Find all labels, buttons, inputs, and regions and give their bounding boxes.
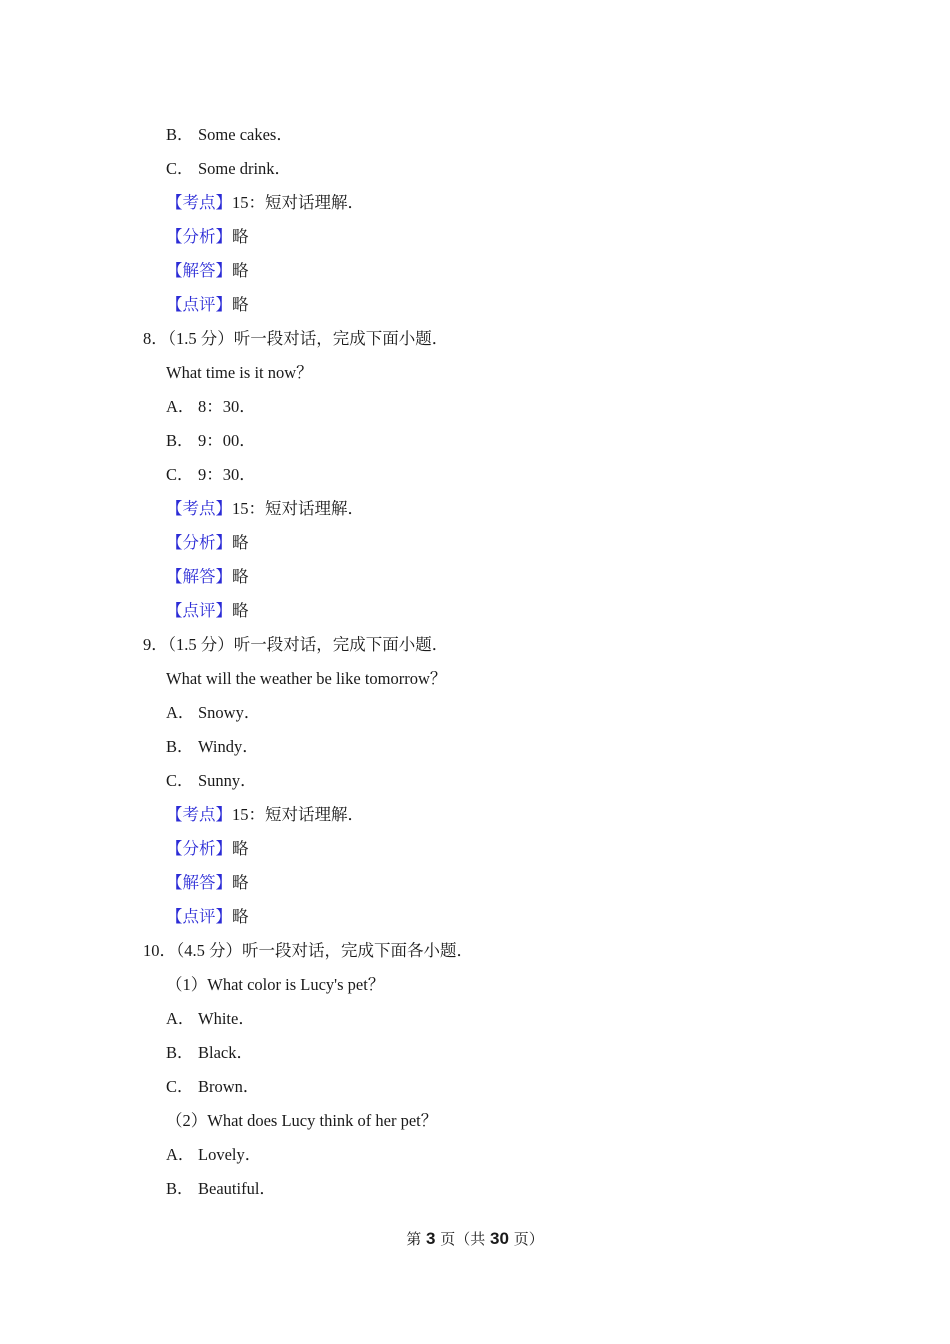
option-letter: A． — [166, 1145, 195, 1164]
question-heading: 10．（4.5 分）听一段对话，完成下面各小题． — [143, 941, 473, 960]
note-tag: 【考点】 — [166, 193, 232, 212]
option-letter: B． — [166, 1179, 194, 1198]
note-text: 15：短对话理解． — [232, 193, 364, 212]
option-line — [0, 1036, 950, 1070]
option-text: 8：30． — [198, 397, 256, 416]
option-line — [0, 1138, 950, 1172]
option-text: Black． — [198, 1043, 253, 1062]
page-number: 3 — [426, 1229, 436, 1248]
option-line — [0, 424, 950, 458]
note-text: 略 — [232, 567, 249, 586]
option-text: Windy． — [198, 737, 259, 756]
question-stem: What will the weather be like tomorrow？ — [166, 669, 447, 688]
note-text: 15：短对话理解． — [232, 805, 364, 824]
note-text: 略 — [232, 533, 249, 552]
option-letter: B． — [166, 737, 194, 756]
note-line — [0, 900, 950, 934]
option-letter: A． — [166, 703, 195, 722]
question-stem: （2）What does Lucy think of her pet？ — [166, 1111, 438, 1130]
option-text: Sunny． — [198, 771, 257, 790]
option-line — [0, 118, 950, 152]
footer-suffix: 页） — [508, 1230, 544, 1248]
note-tag: 【点评】 — [166, 601, 232, 620]
note-tag: 【考点】 — [166, 499, 232, 518]
option-line — [0, 764, 950, 798]
note-text: 略 — [232, 601, 249, 620]
note-tag: 【解答】 — [166, 567, 232, 586]
option-line — [0, 458, 950, 492]
note-line — [0, 594, 950, 628]
note-tag: 【点评】 — [166, 295, 232, 314]
note-text: 略 — [232, 227, 249, 246]
footer-middle: 页（共 — [435, 1230, 491, 1248]
note-line — [0, 798, 950, 832]
note-line — [0, 288, 950, 322]
total-pages: 30 — [490, 1229, 509, 1248]
option-letter: B． — [166, 1043, 194, 1062]
option-text: White． — [198, 1009, 255, 1028]
option-letter: C． — [166, 465, 194, 484]
option-letter: A． — [166, 397, 195, 416]
option-letter: B． — [166, 125, 194, 144]
option-letter: C． — [166, 771, 194, 790]
option-text: Some drink． — [198, 159, 292, 178]
option-line — [0, 696, 950, 730]
option-text: Snowy． — [198, 703, 261, 722]
option-text: Brown． — [198, 1077, 260, 1096]
option-text: 9：00． — [198, 431, 256, 450]
option-letter: C． — [166, 159, 194, 178]
option-line — [0, 152, 950, 186]
note-tag: 【考点】 — [166, 805, 232, 824]
note-text: 略 — [232, 873, 249, 892]
option-letter: B． — [166, 431, 194, 450]
option-text: Lovely． — [198, 1145, 262, 1164]
option-line — [0, 1070, 950, 1104]
option-line — [0, 730, 950, 764]
document-body — [0, 118, 950, 1206]
option-line — [0, 390, 950, 424]
note-text: 略 — [232, 261, 249, 280]
note-line — [0, 254, 950, 288]
option-text: 9：30． — [198, 465, 256, 484]
note-tag: 【点评】 — [166, 907, 232, 926]
note-line — [0, 220, 950, 254]
note-line — [0, 186, 950, 220]
option-letter: C． — [166, 1077, 194, 1096]
question-heading: 8．（1.5 分）听一段对话，完成下面小题． — [143, 329, 449, 348]
note-text: 略 — [232, 295, 249, 314]
note-line — [0, 526, 950, 560]
option-text: Some cakes． — [198, 125, 293, 144]
note-text: 略 — [232, 839, 249, 858]
page-footer — [0, 1226, 950, 1252]
option-letter: A． — [166, 1009, 195, 1028]
footer-prefix: 第 — [406, 1230, 427, 1248]
question-stem: （1）What color is Lucy's pet？ — [166, 975, 385, 994]
note-tag: 【解答】 — [166, 261, 232, 280]
note-line — [0, 560, 950, 594]
option-line — [0, 1002, 950, 1036]
note-tag: 【分析】 — [166, 227, 232, 246]
question-heading: 9．（1.5 分）听一段对话，完成下面小题． — [143, 635, 449, 654]
note-text: 略 — [232, 907, 249, 926]
note-tag: 【分析】 — [166, 533, 232, 552]
note-tag: 【分析】 — [166, 839, 232, 858]
question-stem: What time is it now？ — [166, 363, 313, 382]
note-line — [0, 492, 950, 526]
note-tag: 【解答】 — [166, 873, 232, 892]
option-text: Beautiful． — [198, 1179, 276, 1198]
option-line — [0, 1172, 950, 1206]
note-line — [0, 832, 950, 866]
note-line — [0, 866, 950, 900]
note-text: 15：短对话理解． — [232, 499, 364, 518]
